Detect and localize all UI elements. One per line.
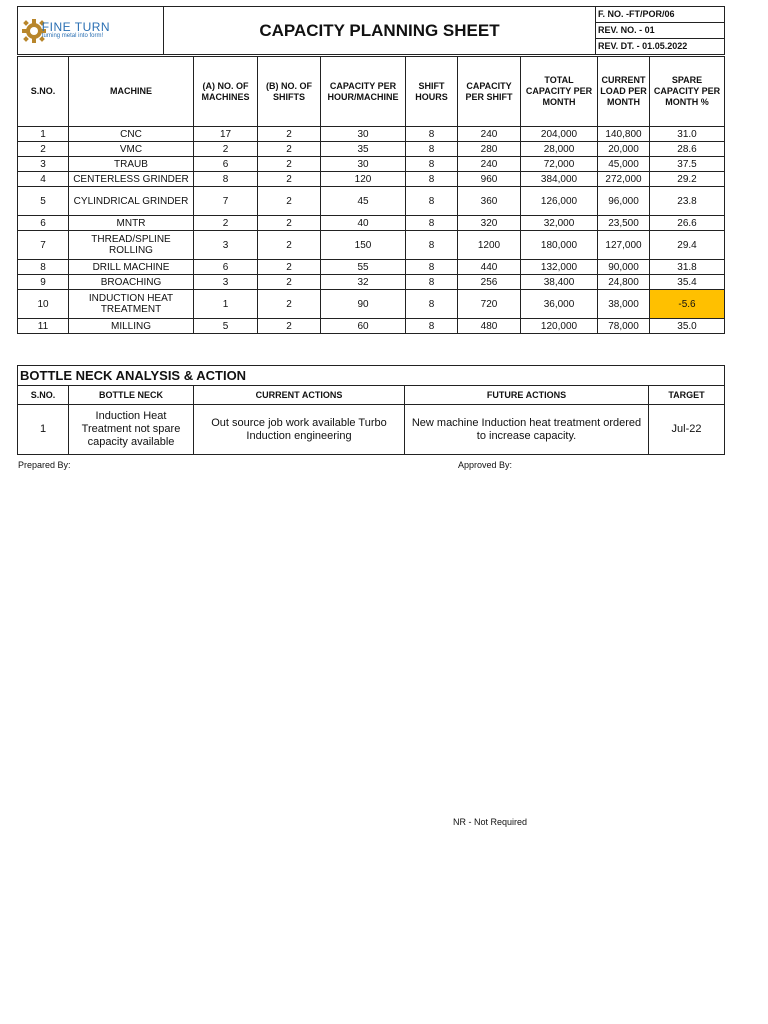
table-cell: 8: [18, 260, 69, 275]
table-cell: 45,000: [598, 157, 650, 172]
table-cell: 72,000: [521, 157, 598, 172]
footnote: NR - Not Required: [453, 817, 528, 827]
table-cell: TRAUB: [69, 157, 194, 172]
table-cell: 2: [194, 142, 258, 157]
table-cell: BROACHING: [69, 275, 194, 290]
column-header: CAPACITY PER HOUR/MACHINE: [321, 57, 406, 127]
table-cell: 127,000: [598, 231, 650, 260]
table-cell: 20,000: [598, 142, 650, 157]
table-row: [18, 142, 725, 157]
table-cell: 23.8: [650, 187, 725, 216]
table-cell: 272,000: [598, 172, 650, 187]
table-cell: Jul-22: [649, 405, 725, 455]
table-cell: 40: [321, 216, 406, 231]
table-cell: 6: [194, 157, 258, 172]
table-cell: 126,000: [521, 187, 598, 216]
table-cell: 28,000: [521, 142, 598, 157]
logo-name: FINE TURN: [41, 20, 111, 34]
table-cell: 1200: [458, 231, 521, 260]
table-cell: 150: [321, 231, 406, 260]
table-cell: 240: [458, 157, 521, 172]
table-row: [18, 290, 725, 319]
table-cell: 5: [194, 319, 258, 334]
table-cell: 32,000: [521, 216, 598, 231]
table-cell: 26.6: [650, 216, 725, 231]
table-cell: 8: [406, 172, 458, 187]
table-cell: New machine Induction heat treatment ordered to increase capacity.: [405, 405, 649, 455]
table-cell: CNC: [69, 127, 194, 142]
column-header: MACHINE: [69, 57, 194, 127]
table-cell: 960: [458, 172, 521, 187]
bottleneck-row: [18, 405, 725, 455]
table-cell: 2: [258, 319, 321, 334]
revision-date: REV. DT. - 01.05.2022: [596, 39, 725, 55]
table-cell: 6: [194, 260, 258, 275]
column-header: CURRENT LOAD PER MONTH: [598, 57, 650, 127]
table-cell: 4: [18, 172, 69, 187]
table-cell: MNTR: [69, 216, 194, 231]
table-cell: MILLING: [69, 319, 194, 334]
table-cell: 60: [321, 319, 406, 334]
table-row: [18, 172, 725, 187]
table-cell: 3: [18, 157, 69, 172]
column-header: TOTAL CAPACITY PER MONTH: [521, 57, 598, 127]
table-cell: 2: [258, 260, 321, 275]
table-cell: 8: [406, 127, 458, 142]
table-cell: 120: [321, 172, 406, 187]
table-cell: 2: [258, 127, 321, 142]
table-cell: 30: [321, 157, 406, 172]
table-cell: 35.0: [650, 319, 725, 334]
table-cell: 7: [194, 187, 258, 216]
table-cell: 35: [321, 142, 406, 157]
table-cell: 90: [321, 290, 406, 319]
table-cell: 37.5: [650, 157, 725, 172]
table-cell: 30: [321, 127, 406, 142]
table-row: [18, 187, 725, 216]
table-cell: 384,000: [521, 172, 598, 187]
table-row: [18, 216, 725, 231]
table-cell: 240: [458, 127, 521, 142]
table-cell: 11: [18, 319, 69, 334]
bottleneck-title: BOTTLE NECK ANALYSIS & ACTION: [18, 366, 725, 386]
table-cell: 2: [258, 142, 321, 157]
table-cell: 204,000: [521, 127, 598, 142]
table-cell: 38,000: [598, 290, 650, 319]
logo-tagline: turning metal into form!: [41, 33, 104, 39]
table-row: [18, 157, 725, 172]
column-header: FUTURE ACTIONS: [405, 386, 649, 405]
table-cell: 35.4: [650, 275, 725, 290]
table-cell: 90,000: [598, 260, 650, 275]
table-cell: 180,000: [521, 231, 598, 260]
table-cell: 320: [458, 216, 521, 231]
table-cell: 1: [18, 127, 69, 142]
table-cell: 720: [458, 290, 521, 319]
table-cell: 2: [258, 157, 321, 172]
prepared-by-label: Prepared By:: [18, 460, 71, 470]
table-cell: 8: [406, 290, 458, 319]
table-row: [18, 275, 725, 290]
table-cell: 17: [194, 127, 258, 142]
table-cell: 132,000: [521, 260, 598, 275]
column-header: S.NO.: [18, 386, 69, 405]
table-cell: 32: [321, 275, 406, 290]
table-cell: 36,000: [521, 290, 598, 319]
table-cell: CENTERLESS GRINDER: [69, 172, 194, 187]
table-cell: 2: [258, 275, 321, 290]
table-cell: 2: [194, 216, 258, 231]
table-cell: 2: [258, 231, 321, 260]
table-cell: CYLINDRICAL GRINDER: [69, 187, 194, 216]
table-cell: 29.2: [650, 172, 725, 187]
bottleneck-header-row: [18, 386, 725, 405]
table-row: [18, 319, 725, 334]
table-cell: 5: [18, 187, 69, 216]
table-cell: 45: [321, 187, 406, 216]
approved-by-label: Approved By:: [458, 460, 513, 470]
table-cell: 1: [194, 290, 258, 319]
table-cell: Induction Heat Treatment not spare capacity available: [69, 405, 194, 455]
table-cell: 2: [258, 290, 321, 319]
table-cell: 140,800: [598, 127, 650, 142]
table-cell: 29.4: [650, 231, 725, 260]
table-cell: 440: [458, 260, 521, 275]
table-cell: 31.8: [650, 260, 725, 275]
table-cell: 8: [406, 231, 458, 260]
table-cell: 3: [194, 231, 258, 260]
header-table: [17, 6, 725, 55]
table-cell: -5.6: [650, 290, 725, 319]
table-cell: 2: [258, 187, 321, 216]
table-cell: 38,400: [521, 275, 598, 290]
table-row: [18, 231, 725, 260]
column-header: SPARE CAPACITY PER MONTH %: [650, 57, 725, 127]
table-cell: 120,000: [521, 319, 598, 334]
table-row: [18, 127, 725, 142]
table-cell: 55: [321, 260, 406, 275]
table-cell: 2: [258, 172, 321, 187]
table-cell: 256: [458, 275, 521, 290]
column-header: (B) NO. OF SHIFTS: [258, 57, 321, 127]
table-cell: 6: [18, 216, 69, 231]
revision-number: REV. NO. - 01: [596, 23, 725, 39]
table-cell: 2: [258, 216, 321, 231]
table-cell: 8: [406, 260, 458, 275]
table-cell: 24,800: [598, 275, 650, 290]
page-title: CAPACITY PLANNING SHEET: [164, 7, 596, 55]
table-cell: 8: [406, 319, 458, 334]
table-header-row: [18, 57, 725, 127]
table-cell: 8: [406, 187, 458, 216]
table-cell: 8: [406, 216, 458, 231]
table-cell: 280: [458, 142, 521, 157]
logo-cell: [18, 7, 164, 55]
column-header: CURRENT ACTIONS: [194, 386, 405, 405]
column-header: S.NO.: [18, 57, 69, 127]
table-cell: VMC: [69, 142, 194, 157]
column-header: (A) NO. OF MACHINES: [194, 57, 258, 127]
capacity-table: [17, 56, 725, 334]
table-cell: 8: [406, 275, 458, 290]
table-cell: 9: [18, 275, 69, 290]
table-cell: Out source job work available Turbo Induction engineering: [194, 405, 405, 455]
table-row: [18, 260, 725, 275]
table-cell: 96,000: [598, 187, 650, 216]
table-cell: 8: [194, 172, 258, 187]
table-cell: 78,000: [598, 319, 650, 334]
column-header: CAPACITY PER SHIFT: [458, 57, 521, 127]
table-cell: 28.6: [650, 142, 725, 157]
table-cell: 23,500: [598, 216, 650, 231]
table-cell: 1: [18, 405, 69, 455]
table-cell: 8: [406, 142, 458, 157]
column-header: BOTTLE NECK: [69, 386, 194, 405]
table-cell: 2: [18, 142, 69, 157]
table-cell: 10: [18, 290, 69, 319]
column-header: SHIFT HOURS: [406, 57, 458, 127]
column-header: TARGET: [649, 386, 725, 405]
table-cell: 360: [458, 187, 521, 216]
table-cell: 8: [406, 157, 458, 172]
table-cell: DRILL MACHINE: [69, 260, 194, 275]
table-cell: 31.0: [650, 127, 725, 142]
table-cell: THREAD/SPLINE ROLLING: [69, 231, 194, 260]
bottleneck-table: [17, 365, 725, 455]
table-cell: 7: [18, 231, 69, 260]
table-cell: 3: [194, 275, 258, 290]
table-cell: 480: [458, 319, 521, 334]
form-number: F. NO. -FT/POR/06: [596, 7, 725, 23]
table-cell: INDUCTION HEAT TREATMENT: [69, 290, 194, 319]
